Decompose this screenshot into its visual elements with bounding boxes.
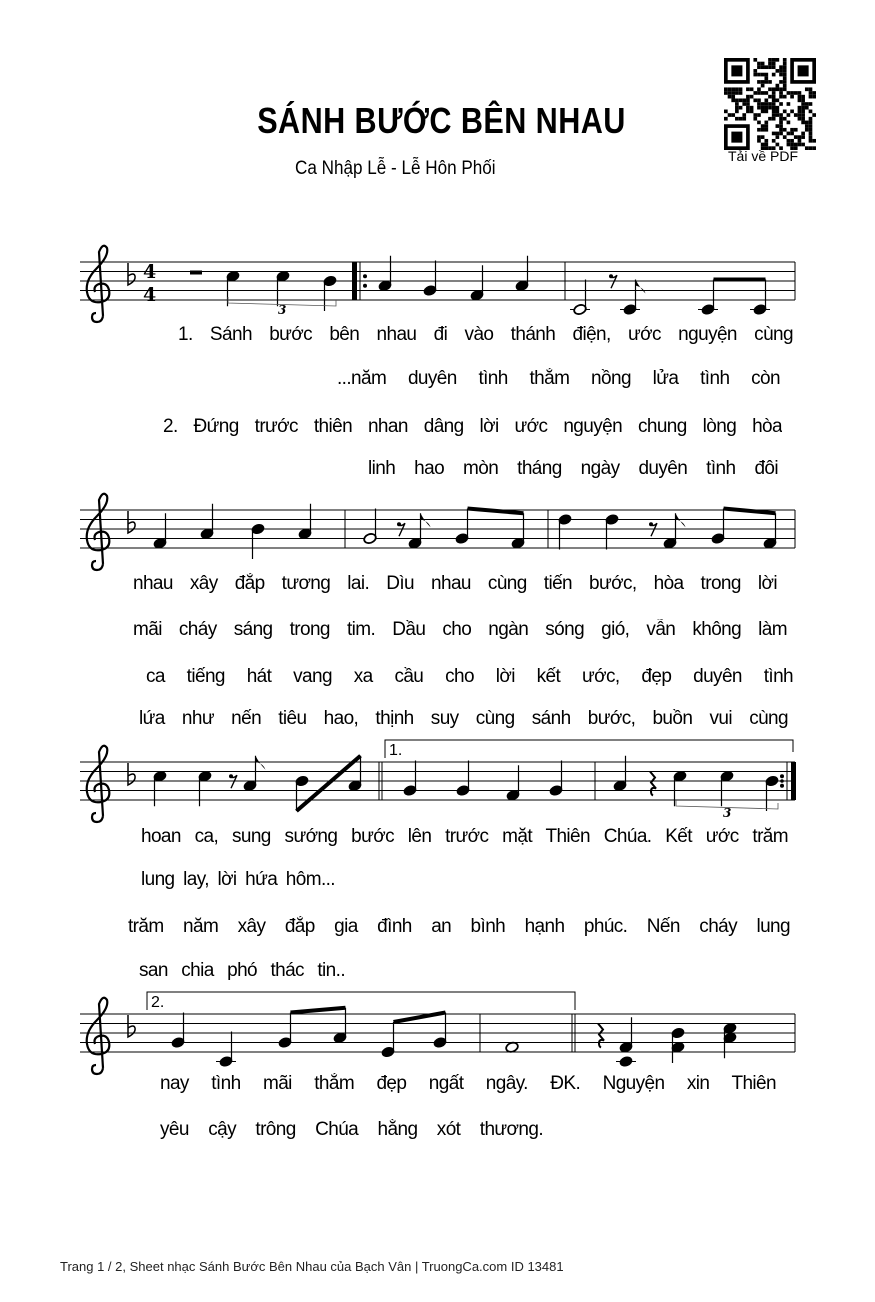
qr-module [779,117,783,121]
qr-module [761,110,765,114]
song-title: SÁNH BƯỚC BÊN NHAU [257,100,626,141]
qr-module [805,128,809,132]
eighth-flag [676,513,686,527]
qr-module [783,58,787,62]
qr-module [812,113,816,117]
qr-module [783,135,787,139]
qr-module [731,91,735,95]
qr-module [731,113,735,117]
qr-module [801,132,805,136]
qr-module [739,106,743,110]
beam [291,1008,346,1013]
qr-module [728,113,732,117]
treble-clef-icon [87,246,110,322]
qr-module [779,121,783,125]
qr-module [764,65,768,69]
qr-module [779,124,783,128]
qr-module [776,58,780,62]
qr-module [764,121,768,125]
qr-module [809,128,813,132]
repeat-dot [363,274,367,278]
qr-finder [798,65,809,76]
qr-module [779,113,783,117]
eighth-flag [421,513,431,527]
qr-module [783,69,787,73]
qr-module [798,91,802,95]
lyric-line: hoan ca, sung sướng bước lên trước mặt Thiên Chúa. Kết ước trăm [141,826,788,847]
qr-module [809,95,813,99]
qr-module [809,91,813,95]
qr-module [809,132,813,136]
lyric-line: san chia phó thác tin.. [139,960,345,981]
qr-module [757,65,761,69]
qr-module [746,95,750,99]
eighth-rest-icon [397,522,401,526]
qr-module [779,69,783,73]
eighth-flag [256,756,266,770]
qr-module [728,87,732,91]
qr-module [809,139,813,143]
qr-module [746,87,750,91]
qr-module [787,91,791,95]
qr-module [750,95,754,99]
qr-module [761,65,765,69]
qr-module [772,62,776,66]
qr-module [768,58,772,62]
qr-module [787,132,791,136]
treble-clef-icon [87,494,110,570]
qr-module [772,132,776,136]
qr-module [739,98,743,102]
qr-module [783,95,787,99]
qr-module [783,62,787,66]
qr-module [809,102,813,106]
qr-module [742,98,746,102]
qr-module [728,91,732,95]
qr-module [809,87,813,91]
qr-module [768,65,772,69]
qr-module [779,73,783,77]
qr-module [761,102,765,106]
qr-module [798,98,802,102]
qr-module [798,143,802,147]
qr-module [757,135,761,139]
qr-module [768,62,772,66]
qr-code[interactable] [724,58,816,150]
volta-label: 2. [151,994,165,1011]
qr-module [746,110,750,114]
qr-module [739,117,743,121]
qr-module [798,95,802,99]
qr-module [772,65,776,69]
qr-module [794,91,798,95]
qr-module [731,98,735,102]
flat-key-signature-icon [128,763,135,785]
qr-module [772,139,776,143]
qr-module [750,106,754,110]
qr-module [764,80,768,84]
repeat-dot [363,284,367,288]
qr-module [798,110,802,114]
qr-module [757,80,761,84]
qr-module [724,91,728,95]
qr-module [764,128,768,132]
qr-module [801,143,805,147]
qr-module [757,62,761,66]
qr-module [801,95,805,99]
triplet-label: 3 [278,303,287,317]
eighth-rest-icon [649,522,653,526]
qr-module [731,87,735,91]
qr-module [753,69,757,73]
repeat-end-barline [791,762,796,800]
eighth-flag [636,280,646,294]
qr-module [776,98,780,102]
qr-module [776,135,780,139]
qr-module [764,91,768,95]
qr-module [779,91,783,95]
qr-module [739,91,743,95]
qr-module [761,73,765,77]
qr-module [794,113,798,117]
qr-module [735,102,739,106]
qr-module [779,80,783,84]
qr-module [735,106,739,110]
repeat-dot [780,784,784,788]
triplet-label: 3 [723,806,732,820]
beam [468,509,524,514]
note-head [619,1055,633,1067]
qr-module [776,110,780,114]
download-pdf-link[interactable]: Tải về PDF [728,148,799,164]
qr-module [772,98,776,102]
qr-module [783,76,787,80]
lyric-line: ca tiếng hát vang xa cầu cho lời kết ước, đẹp duyên tình [146,666,793,687]
qr-module [753,91,757,95]
qr-module [805,146,809,150]
qr-module [742,117,746,121]
flat-key-signature-icon [128,1015,135,1037]
lyric-line: nay tình mãi thắm đẹp ngất ngây. ĐK. Nguyện xin Thiên [160,1073,776,1094]
qr-module [809,146,813,150]
qr-module [757,87,761,91]
repeat-start-barline [352,262,357,300]
qr-module [735,110,739,114]
qr-module [772,106,776,110]
qr-module [794,143,798,147]
qr-module [768,87,772,91]
qr-module [790,143,794,147]
qr-module [790,132,794,136]
qr-module [776,87,780,91]
qr-module [772,73,776,77]
qr-module [764,143,768,147]
qr-module [735,91,739,95]
qr-module [794,128,798,132]
qr-module [787,113,791,117]
qr-module [801,106,805,110]
qr-module [790,128,794,132]
qr-module [724,117,728,121]
qr-module [809,117,813,121]
qr-module [753,117,757,121]
qr-module [731,95,735,99]
qr-module [735,98,739,102]
qr-module [798,139,802,143]
qr-module [783,87,787,91]
qr-module [787,139,791,143]
qr-module [764,76,768,80]
qr-module [761,84,765,88]
qr-module [783,128,787,132]
qr-module [790,139,794,143]
quarter-rest-icon [650,772,656,796]
qr-module [801,98,805,102]
lyric-line: ...năm duyên tình thắm nồng lửa tình còn [337,368,780,389]
qr-module [772,87,776,91]
qr-module [798,135,802,139]
qr-module [776,113,780,117]
treble-clef-icon [87,746,110,822]
qr-module [761,128,765,132]
qr-module [776,143,780,147]
qr-module [772,117,776,121]
lyric-line: lung lay, lời hứa hôm... [141,869,335,890]
qr-module [761,62,765,66]
qr-module [787,102,791,106]
qr-module [790,91,794,95]
qr-finder [731,65,742,76]
qr-module [728,95,732,99]
qr-module [772,102,776,106]
qr-module [764,98,768,102]
qr-module [783,65,787,69]
qr-module [805,121,809,125]
volta-bracket [385,740,793,758]
time-signature: 4 [143,261,157,283]
qr-module [812,139,816,143]
qr-module [790,95,794,99]
qr-finder [731,132,742,143]
qr-module [798,117,802,121]
page-footer: Trang 1 / 2, Sheet nhạc Sánh Bước Bên Nhau của Bạch Vân | TruongCa.com ID 13481 [60,1259,564,1274]
qr-module [768,102,772,106]
qr-module [761,91,765,95]
qr-module [779,128,783,132]
qr-module [805,106,809,110]
qr-module [757,91,761,95]
qr-module [776,132,780,136]
qr-module [805,87,809,91]
qr-module [776,106,780,110]
qr-module [757,139,761,143]
lyric-line: lứa như nến tiêu hao, thịnh suy cùng sánh bước, buồn vui cùng [139,708,788,729]
qr-module [809,135,813,139]
qr-module [794,135,798,139]
qr-module [801,102,805,106]
lyric-line: trăm năm xây đắp gia đình an bình hạnh phúc. Nến cháy lung [128,916,790,937]
qr-module [757,113,761,117]
qr-module [735,87,739,91]
qr-module [812,95,816,99]
qr-module [746,102,750,106]
qr-module [761,135,765,139]
qr-module [753,113,757,117]
qr-module [757,102,761,106]
qr-module [764,139,768,143]
qr-module [761,106,765,110]
qr-module [809,110,813,114]
qr-module [805,102,809,106]
qr-module [753,98,757,102]
qr-module [757,73,761,77]
qr-module [768,95,772,99]
qr-module [812,146,816,150]
volta-bracket [147,992,575,1010]
lyric-line: yêu cậy trông Chúa hằng xót thương. [160,1119,543,1140]
qr-module [801,113,805,117]
qr-module [750,87,754,91]
qr-module [783,110,787,114]
qr-module [764,73,768,77]
eighth-rest-icon [609,274,613,278]
qr-module [787,121,791,125]
qr-module [783,84,787,88]
qr-module [779,95,783,99]
qr-module [772,95,776,99]
qr-module [772,58,776,62]
beam [724,509,776,514]
qr-module [772,110,776,114]
qr-module [764,124,768,128]
qr-module [779,102,783,106]
qr-module [801,117,805,121]
qr-module [746,98,750,102]
qr-module [764,110,768,114]
volta-label: 1. [389,742,403,759]
flat-key-signature-icon [128,263,135,285]
qr-module [742,113,746,117]
qr-module [783,117,787,121]
qr-module [776,124,780,128]
qr-module [801,135,805,139]
qr-module [761,124,765,128]
qr-module [746,106,750,110]
qr-module [757,106,761,110]
qr-module [753,73,757,77]
qr-module [809,121,813,125]
flat-key-signature-icon [128,511,135,533]
lyric-line: linh hao mòn tháng ngày duyên tình đôi [368,458,778,479]
qr-module [742,102,746,106]
repeat-dot [780,774,784,778]
qr-module [783,80,787,84]
dot [780,779,784,783]
song-subtitle: Ca Nhập Lễ - Lễ Hôn Phối [295,158,496,179]
qr-module [779,132,783,136]
qr-module [753,58,757,62]
qr-module [761,80,765,84]
qr-module [801,110,805,114]
qr-module [783,73,787,77]
qr-module [757,121,761,125]
qr-module [779,65,783,69]
qr-module [798,113,802,117]
time-signature: 4 [143,284,157,306]
qr-module [790,110,794,114]
qr-module [776,69,780,73]
treble-clef-icon [87,998,110,1074]
qr-module [764,102,768,106]
qr-module [772,91,776,95]
qr-module [809,124,813,128]
lyric-line: nhau xây đắp tương lai. Dìu nhau cùng tiến bước, hòa trong lời [133,573,777,594]
qr-module [724,87,728,91]
qr-module [776,84,780,88]
qr-module [750,110,754,114]
qr-module [739,87,743,91]
eighth-rest-icon [229,774,233,778]
qr-module [735,117,739,121]
lyric-line: mãi cháy sáng trong tim. Dầu cho ngàn sóng gió, vẫn không làm [133,619,787,640]
qr-module [761,143,765,147]
qr-module [801,121,805,125]
lyric-line: 2. Đứng trước thiên nhan dâng lời ước nguyện chung lòng hòa [163,416,782,437]
half-rest-icon [190,271,202,275]
quarter-rest-icon [598,1024,604,1048]
qr-module [768,80,772,84]
qr-module [805,124,809,128]
qr-module [787,143,791,147]
qr-module [724,110,728,114]
lyric-line: 1. Sánh bước bên nhau đi vào thánh điện, ước nguyện cùng [178,324,793,345]
qr-module [772,113,776,117]
qr-module [812,91,816,95]
qr-module [798,106,802,110]
qr-module [768,117,772,121]
qr-module [764,106,768,110]
qr-module [768,106,772,110]
qr-module [757,128,761,132]
qr-module [757,98,761,102]
qr-module [779,87,783,91]
